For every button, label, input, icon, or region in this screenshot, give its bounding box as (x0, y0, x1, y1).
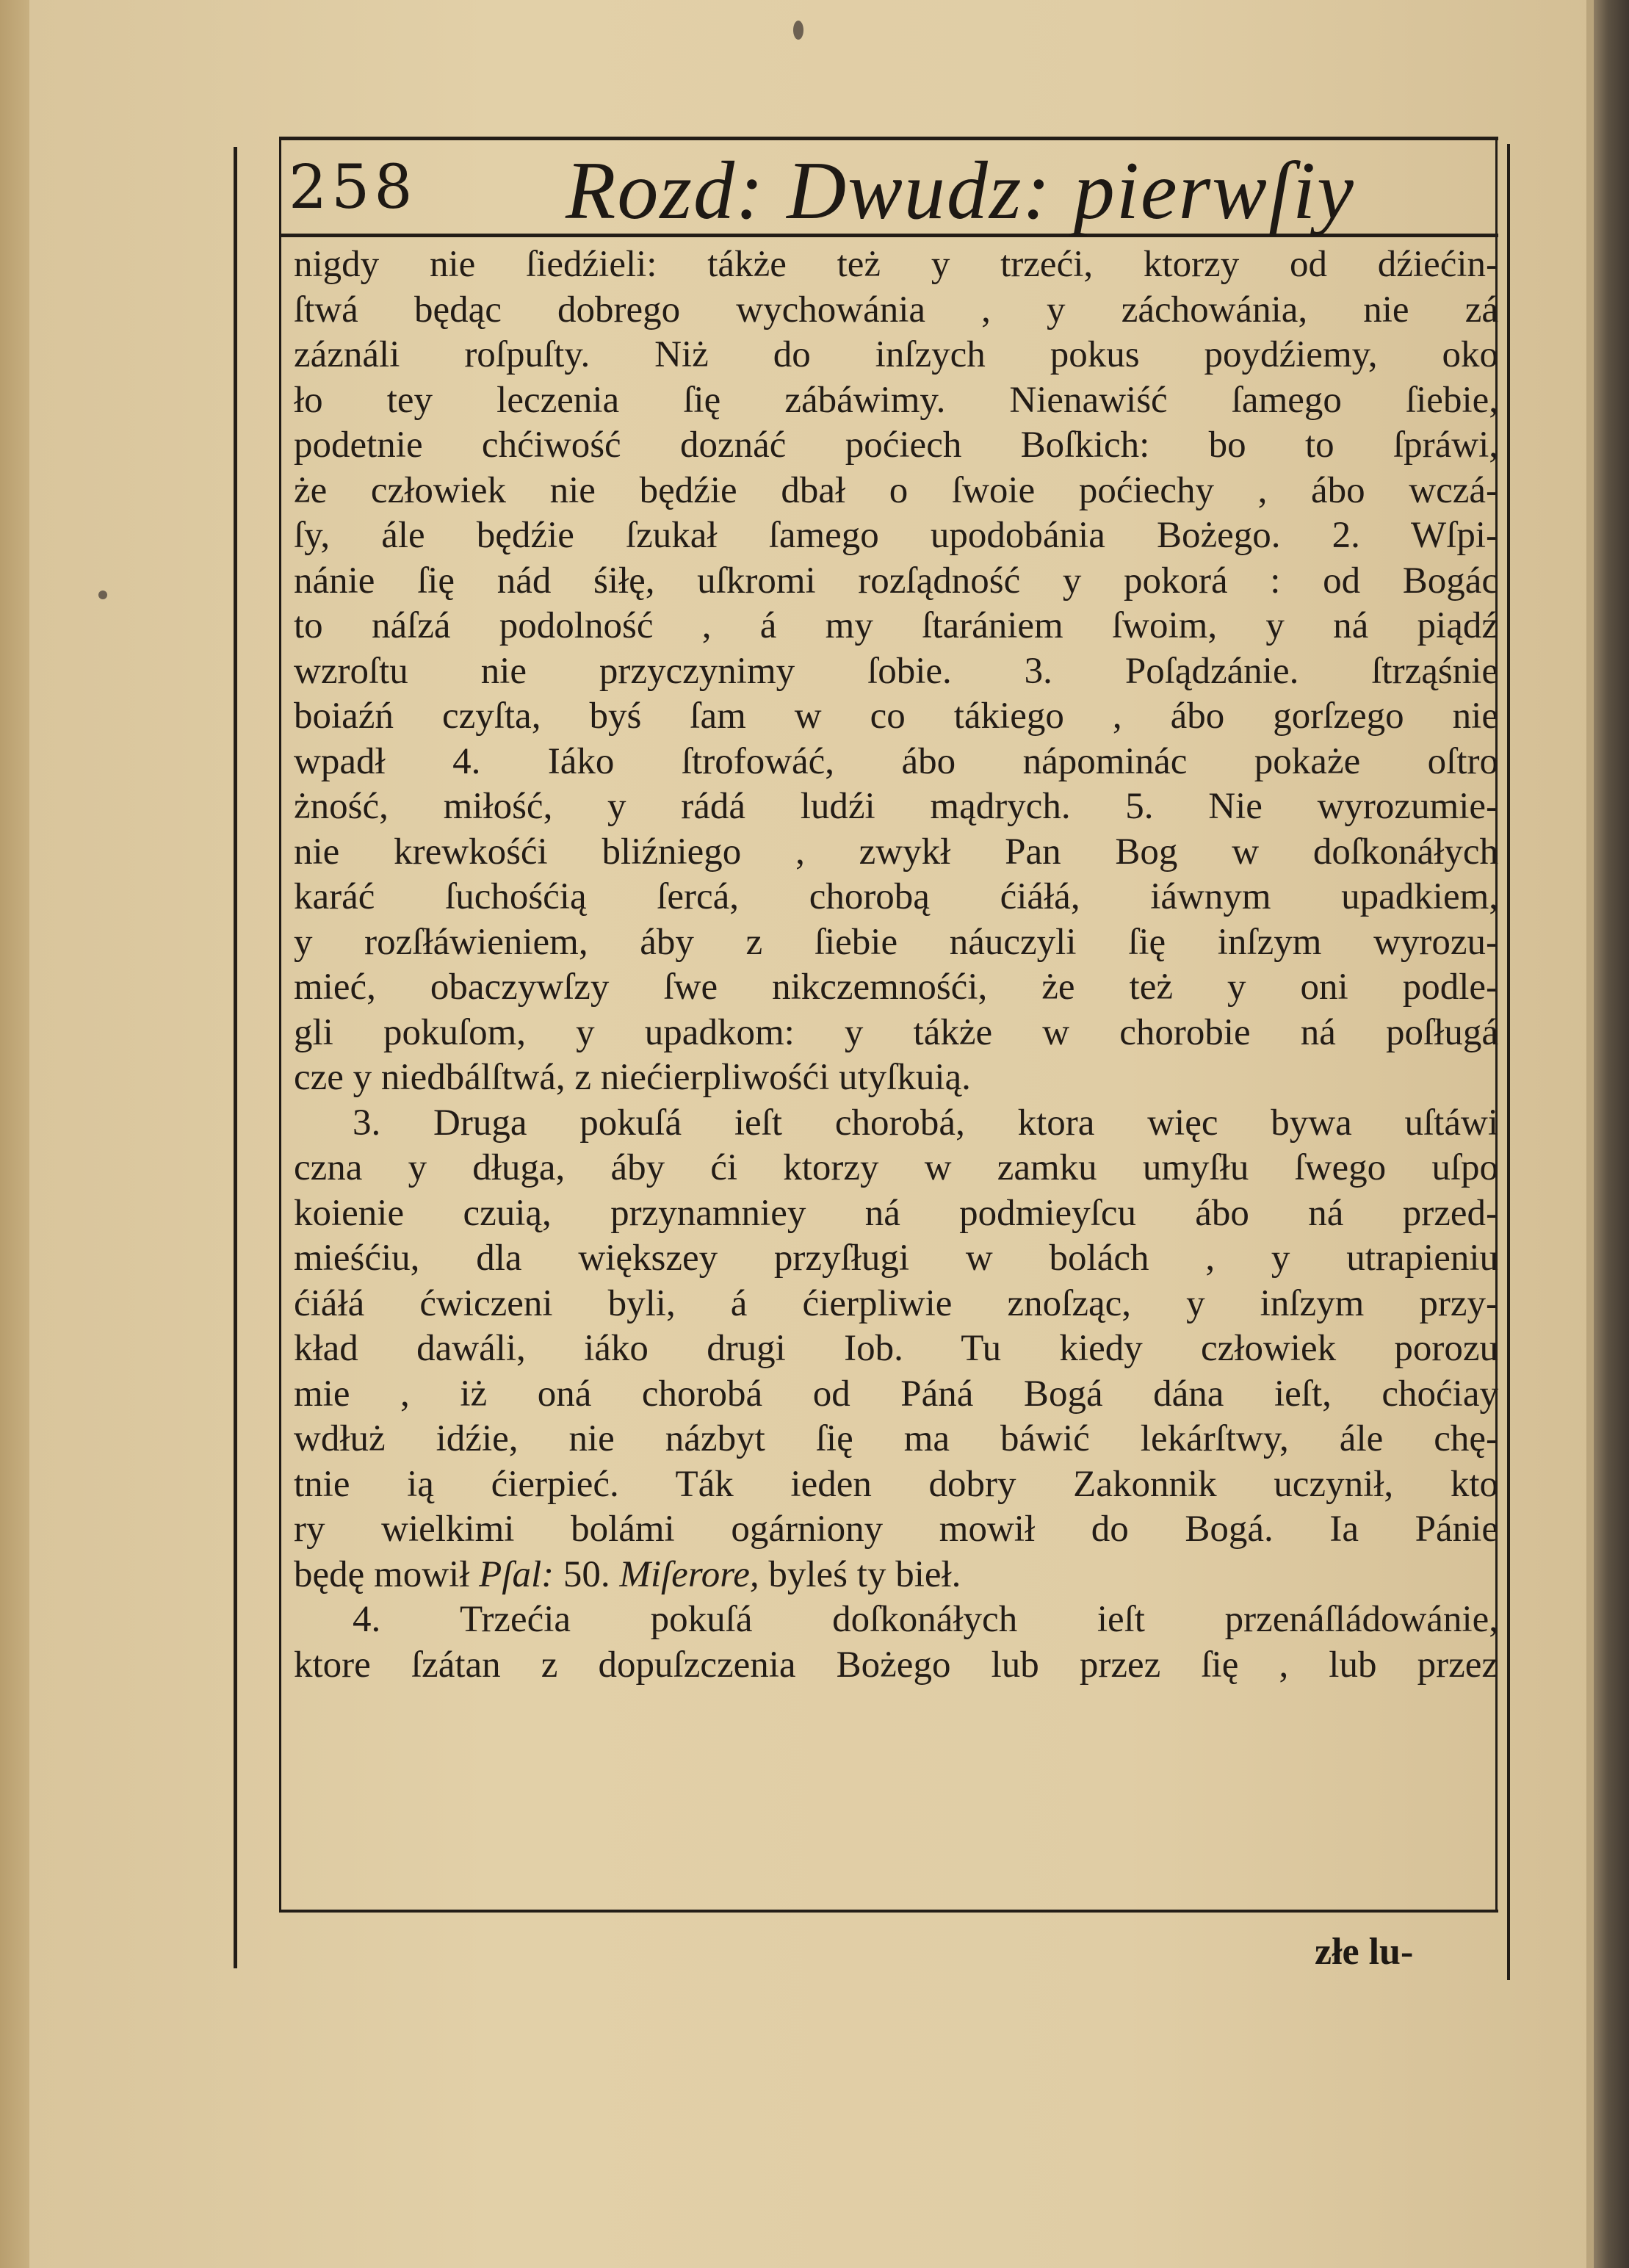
text-line: to náſzá podolność , á my ſtarániem ſwoim, y ná piądź (294, 605, 1498, 646)
text-line: y rozſłáwieniem, áby z ſiebie náuczyli ſię inſzym wyrozu- (294, 921, 1498, 963)
outer-left-rule (234, 147, 237, 1968)
text-line: kład dawáli, iáko drugi Iob. Tu kiedy człowiek porozu (294, 1328, 1498, 1369)
text-line: wzroſtu nie przyczynimy ſobie. 3. Poſądzánie. ſtrząśnie (294, 650, 1498, 692)
text-line-with-citation (294, 1553, 1498, 1598)
text-line: mieć, obaczywſzy ſwe nikczemnośći, że też y oni podle- (294, 967, 1498, 1008)
page-number: 258 (289, 153, 417, 223)
text-line: gli pokuſom, y upadkom: y tákże w chorobie ná poſługá (294, 1011, 1498, 1053)
text-line: záználi roſpuſty. Niż do inſzych pokus poydźiemy, oko (294, 334, 1498, 375)
text-line: nigdy nie ſiedźieli: tákże też y trzeći, ktorzy od dźiećin- (294, 244, 1498, 285)
citation: Pſal: (479, 1553, 555, 1595)
text-line: ſy, ále będźie ſzukał ſamego upodobánia Bożego. 2. Wſpi- (294, 515, 1498, 556)
text-line: karáć ſuchośćią ſercá, chorobą ćiáłá, iáwnym upadkiem, (294, 876, 1498, 917)
citation-number: 50. (563, 1553, 610, 1595)
text-line: mieśćiu, dla większey przyſługi w bolách , y utrapieniu (294, 1238, 1498, 1279)
text-line: podetnie chćiwość doznáć poćiech Boſkich: bo to ſpráwi, (294, 425, 1498, 466)
text-line: ło tey leczenia ſię zábáwimy. Nienawiść ſamego ſiebie, (294, 379, 1498, 421)
running-head: Rozd: Dwudz: pierwſiy (566, 145, 1355, 236)
text-line: ktore ſzátan z dopuſzczenia Bożego lub przez ſię , lub przez (294, 1644, 1498, 1686)
text-frame-bottom (279, 1910, 1498, 1913)
text-line: wdłuż idźie, nie názbyt ſię ma báwić lekárſtwy, ále chę- (294, 1418, 1498, 1459)
text-line: mie , iż oná chorobá od Páná Bogá dána ieſt, choćiay (294, 1373, 1498, 1415)
text-line: żność, miłość, y rádá ludźi mądrych. 5. Nie wyrozumie- (294, 786, 1498, 827)
text-line: koienie czuią, przynamniey ná podmieyſcu ábo ná przed- (294, 1192, 1498, 1234)
text-frame-left (279, 138, 281, 1913)
text-line: ry wielkimi bolámi ogárniony mowił do Bogá. Ia Pánie (294, 1509, 1498, 1550)
header-top-rule (279, 137, 1498, 140)
page-edge-stripe (1586, 0, 1594, 2268)
body-text (294, 242, 1498, 1688)
paragraph-3-start: 3. Druga pokuſá ieſt chorobá, ktora więc bywa uſtáwi (353, 1102, 1498, 1144)
paragraph-4-start: 4. Trzećia pokuſá doſkonáłych ieſt przenáſládowánie, (353, 1599, 1498, 1640)
print-mark (793, 21, 803, 40)
catchword: złe lu- (1315, 1931, 1414, 1973)
text-line: ſtwá będąc dobrego wychowánia , y záchowánia, nie zá (294, 289, 1498, 331)
text-line: tnie ią ćierpieć. Ták ieden dobry Zakonnik uczynił, kto (294, 1463, 1498, 1505)
text-line: nie krewkośći bliźniego , zwykł Pan Bog w doſkonáłych (294, 831, 1498, 873)
text-line: nánie ſię nád śiłę, uſkromi rozſądność y pokorá : od Bogác (294, 560, 1498, 602)
latin-word: Miſerore, (619, 1553, 759, 1595)
text-line: cze y niedbálſtwá, z niećierpliwośći utyſkuią. (294, 1057, 971, 1098)
text-line: wpadł 4. Iáko ſtrofowáć, ábo nápominác pokaże oſtro (294, 740, 1498, 782)
book-binding (1594, 0, 1629, 2268)
outer-right-rule (1507, 144, 1510, 1980)
text-line: czna y długa, áby ći ktorzy w zamku umyſłu ſwego uſpo (294, 1147, 1498, 1188)
text-segment: byleś ty bieł. (768, 1553, 961, 1595)
text-segment: będę mowił (294, 1553, 470, 1595)
text-line: ćiáłá ćwiczeni byli, á ćierpliwie znoſząc, y inſzym przy- (294, 1282, 1498, 1324)
text-line: boiaźń czyſta, byś ſam w co tákiego , ábo gorſzego nie (294, 696, 1498, 737)
print-mark (98, 591, 107, 599)
text-line: że człowiek nie będźie dbał o ſwoie poćiechy , ábo wczá- (294, 469, 1498, 511)
